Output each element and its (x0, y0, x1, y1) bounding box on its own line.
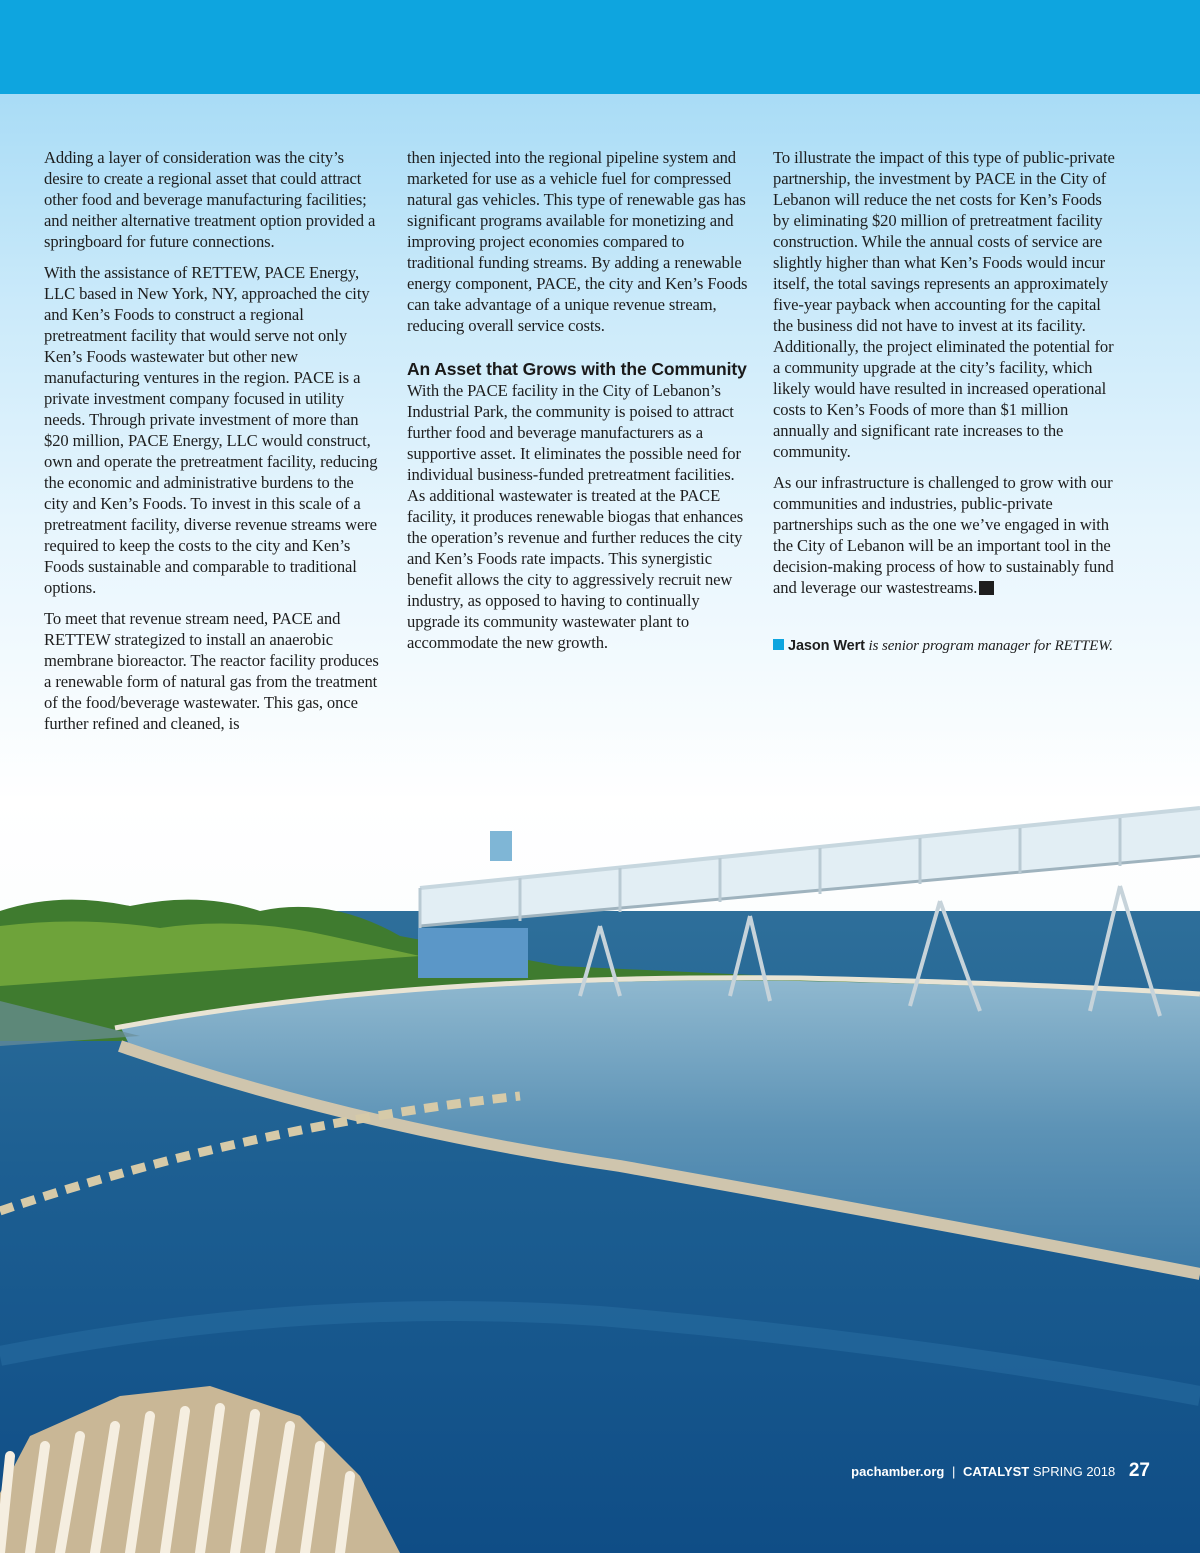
author-bio (773, 636, 1118, 656)
paragraph-text: As our infrastructure is challenged to grow with our communities and industries, public-private partnerships such as the one we’ve engaged in with the City of Lebanon will be an important tool in the decision-making process of how to sustainably fund and leverage our wastestreams. (773, 473, 1114, 597)
paragraph: To meet that revenue stream need, PACE and RETTEW strategized to install an anaerobic membrane bioreactor. The reactor facility produces a renewable form of natural gas from the treatment of the food/beverage wastewater. This gas, once further refined and cleaned, is (44, 609, 379, 733)
top-color-band (0, 0, 1200, 94)
article-end-icon (979, 581, 994, 595)
paragraph: With the assistance of RETTEW, PACE Energy, LLC based in New York, NY, approached the city and Ken’s Foods to construct a regional pretreatment facility that would serve not only Ken’s Foods wastewater but other new manufacturing ventures in the region. PACE is a private investment company focused in utility needs. Through private investment of more than $20 million, PACE Energy, LLC would construct, own and operate the pretreatment facility, reducing the economic and administrative burdens to the city and Ken’s Foods. To invest in this scale of a pretreatment facility, diverse revenue streams were required to keep the costs to the city and Ken’s Foods sustainable and comparable to traditional options. (44, 263, 378, 597)
page-footer (851, 1460, 1150, 1482)
article-column-1 (44, 147, 382, 744)
footer-magazine: CATALYST (963, 1464, 1030, 1479)
page-number: 27 (1128, 1460, 1150, 1481)
footer-separator: | (952, 1464, 956, 1479)
article-column-3 (773, 147, 1118, 656)
author-name: Jason Wert (788, 638, 865, 654)
bio-square-icon (773, 639, 784, 650)
paragraph: Adding a layer of consideration was the city’s desire to create a regional asset that could attract other food and beverage manufacturing facilities; and neither alternative treatment option provided a springboard for future connections. (44, 148, 376, 251)
paragraph: With the PACE facility in the City of Lebanon’s Industrial Park, the community is poised to attract further food and beverage manufacturers as a supportive asset. It eliminates the possible need for individual business-funded pretreatment facilities. As additional wastewater is treated at the PACE facility, it produces renewable biogas that enhances the operation’s revenue and further reduces the city and Ken’s Foods rate impacts. This synergistic benefit allows the city to aggressively recruit new industry, as opposed to having to continually upgrade its community wastewater plant to accommodate the new growth. (407, 381, 744, 652)
wastewater-clarifier-photo (0, 796, 1200, 1553)
author-description: is senior program manager for RETTEW. (864, 638, 1113, 654)
section-subheading: An Asset that Grows with the Community (407, 359, 747, 379)
paragraph: To illustrate the impact of this type of public-private partnership, the investment by PACE in the City of Lebanon will reduce the net costs for Ken’s Foods by eliminating $20 million of pretreatment facility construction. While the annual costs of service are slightly higher than what Ken’s Foods would incur itself, the total savings represents an approximately five-year payback when accounting for the capital the business did not have to invest at its facility. Additionally, the project eliminated the potential for a community upgrade at the city’s facility, which likely would have resulted in increased operational costs to Ken’s Foods of more than $1 million annually and significant rate increases to the community. (773, 148, 1115, 461)
footer-issue: SPRING 2018 (1032, 1464, 1116, 1479)
closing-paragraph (773, 472, 1118, 598)
paragraph: then injected into the regional pipeline system and marketed for use as a vehicle fuel for compressed natural gas vehicles. This type of renewable gas has significant programs available for monetizing and improving project economies compared to traditional funding streams. By adding a renewable energy component, PACE, the city and Ken’s Foods can take advantage of a unique revenue stream, reducing overall service costs. (407, 148, 748, 335)
footer-site: pachamber.org (851, 1464, 945, 1479)
article-column-2 (407, 147, 752, 663)
